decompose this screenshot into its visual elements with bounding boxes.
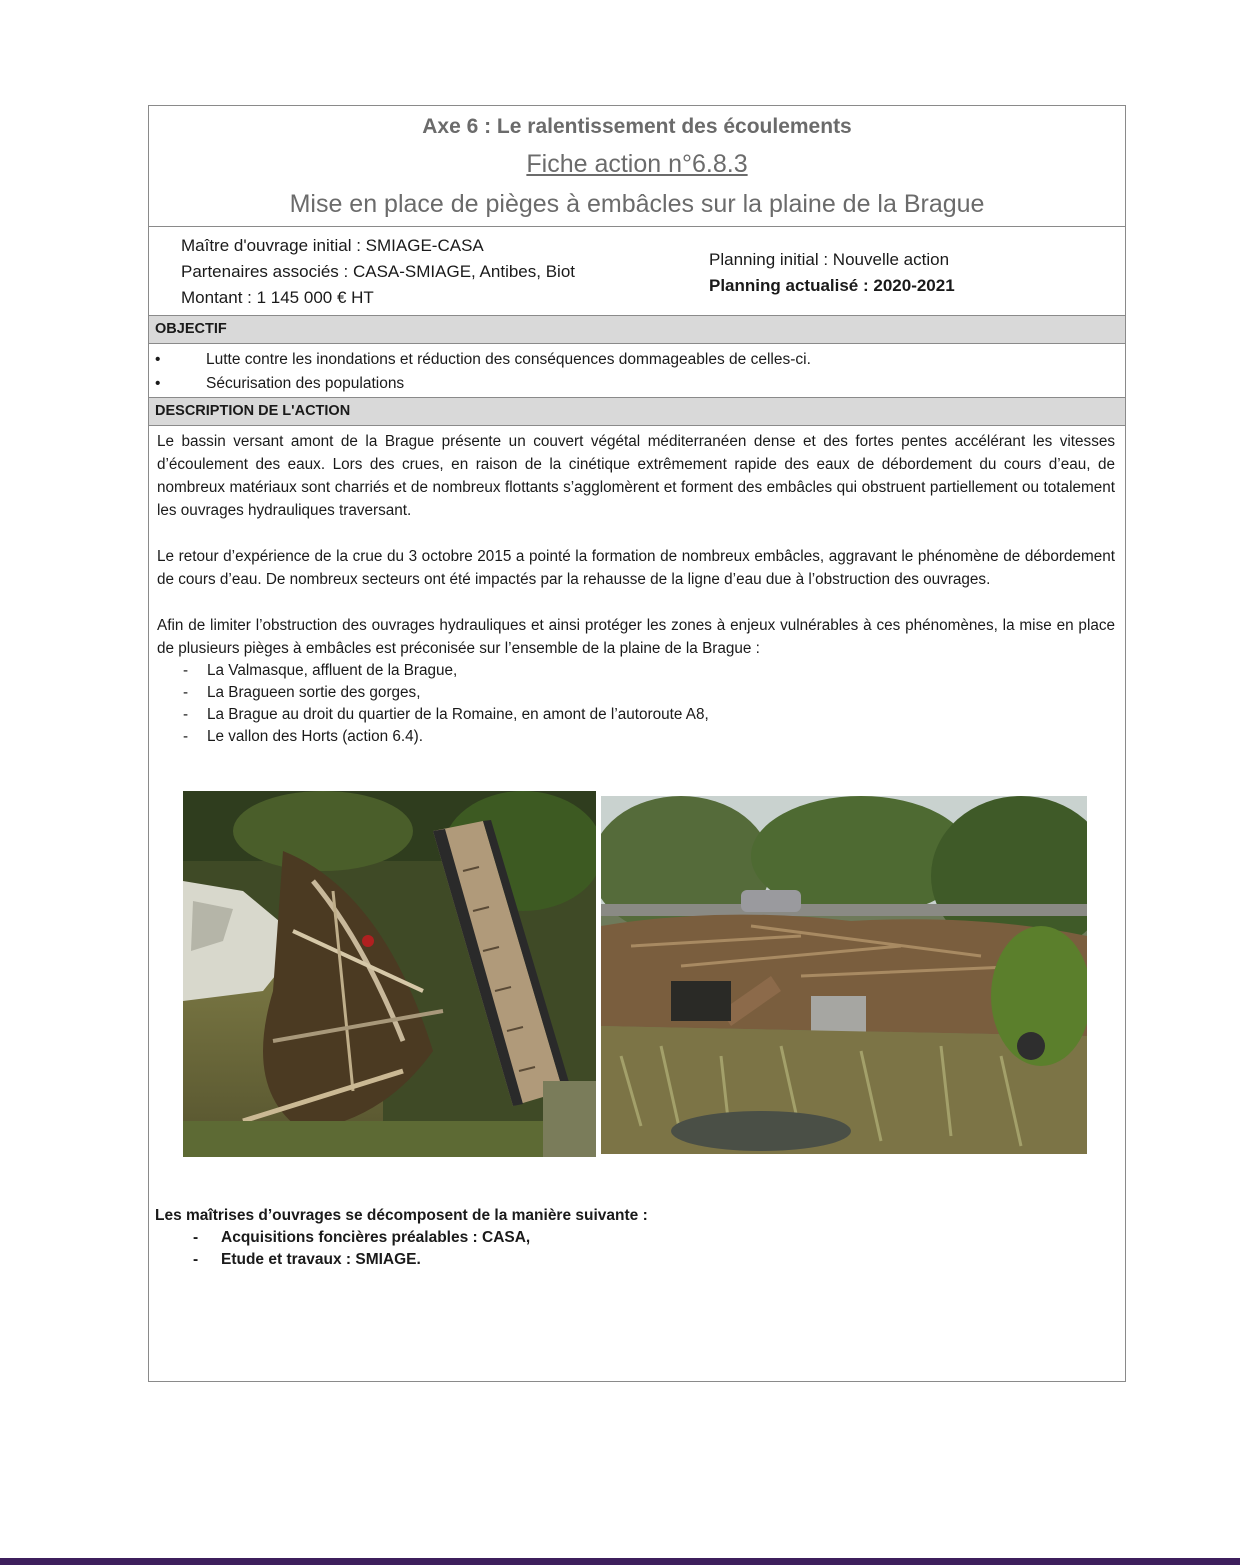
maitre-ouvrage: Maître d'ouvrage initial : SMIAGE-CASA	[181, 236, 484, 255]
footbridge-debris-photo	[183, 791, 596, 1157]
description-body	[149, 426, 1125, 748]
list-item: - La Bragueen sortie des gorges,	[183, 684, 421, 701]
description-paragraph: Le bassin versant amont de la Brague présente un couvert végétal méditerranéen dense et des fortes pentes accélérant les vitesses d’écoulement des eaux. Lors des crues, en raison de la cinétique extrêmement rapide des eaux de débordement du cours d’eau, de nombreux matériaux sont charriés et de nombreux flottants s’agglomèrent et forment des embâcles qui obstruent partiellement ou totalement les ouvrages hydrauliques traversant.	[157, 433, 1115, 519]
montant: Montant : 1 145 000 € HT	[181, 288, 374, 307]
list-item: • Lutte contre les inondations et réduction des conséquences dommageables de celles-ci.	[149, 348, 1125, 372]
fiche-number: Fiche action n°6.8.3	[526, 150, 748, 178]
description-paragraph: Afin de limiter l’obstruction des ouvrages hydrauliques et ainsi protéger les zones à enjeux vulnérables à ces phénomènes, la mise en place de plusieurs pièges à embâcles est préconisée sur l’ensemble de la plaine de la Brague :	[157, 617, 1115, 657]
description-heading: DESCRIPTION DE L'ACTION	[149, 398, 1125, 426]
partenaires: Partenaires associés : CASA-SMIAGE, Antibes, Biot	[181, 262, 575, 281]
planning-actualise: Planning actualisé : 2020-2021	[709, 276, 955, 295]
info-right	[709, 247, 955, 299]
planning-initial: Planning initial : Nouvelle action	[709, 250, 950, 269]
debris-accumulation-photo	[601, 796, 1087, 1154]
list-item: - La Valmasque, affluent de la Brague,	[183, 662, 458, 679]
sheet-header	[149, 106, 1125, 227]
maitrises-section	[155, 1205, 648, 1271]
photo-row	[183, 791, 1087, 1159]
objectif-heading: OBJECTIF	[149, 316, 1125, 344]
list-item: - Le vallon des Horts (action 6.4).	[183, 728, 423, 745]
footer-bar	[0, 1558, 1240, 1565]
bullet-icon: •	[155, 351, 161, 368]
list-item: • Sécurisation des populations	[149, 372, 1125, 396]
action-title: Mise en place de pièges à embâcles sur la plaine de la Brague	[289, 190, 985, 218]
info-left	[181, 233, 575, 311]
list-item: - La Brague au droit du quartier de la Romaine, en amont de l’autoroute A8,	[183, 706, 709, 723]
list-item: - Etude et travaux : SMIAGE.	[193, 1251, 421, 1268]
axe-title: Axe 6 : Le ralentissement des écoulements	[422, 115, 852, 138]
objectif-list	[149, 344, 1125, 398]
description-paragraph: Le retour d’expérience de la crue du 3 octobre 2015 a pointé la formation de nombreux embâcles, aggravant le phénomène de débordement de cours d’eau. De nombreux secteurs ont été impactés par la rehausse de la ligne d’eau due à l’obstruction des ouvrages.	[157, 548, 1115, 588]
maitrises-intro: Les maîtrises d’ouvrages se décomposent de la manière suivante :	[155, 1207, 648, 1224]
info-block	[149, 227, 1125, 316]
list-item: - Acquisitions foncières préalables : CASA,	[193, 1229, 531, 1246]
action-sheet	[148, 105, 1126, 1382]
bullet-icon: •	[155, 375, 161, 392]
